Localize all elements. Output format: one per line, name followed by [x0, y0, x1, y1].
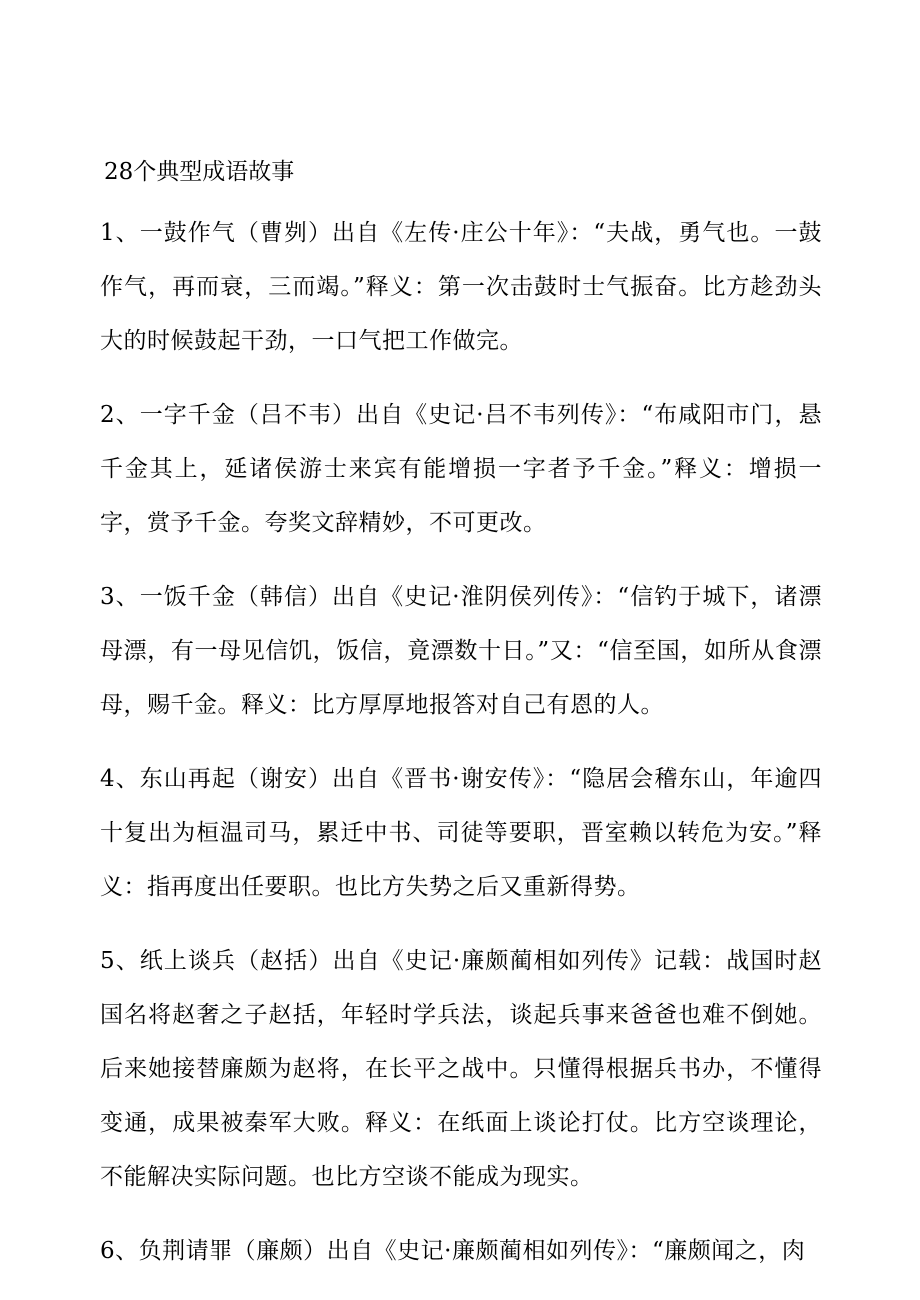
- idiom-entry-1: 1、一鼓作气（曹刿）出自《左传·庄公十年》：“夫战，勇气也。一鼓作气，再而衰，三而竭。”释义：第一次击鼓时士气振奋。比方趁劲头大的时候鼓起干劲，一口气把工作做完。: [100, 220, 822, 354]
- document-page: [100, 158, 822, 1298]
- idiom-entry-2: 2、一字千金（吕不韦）出自《史记·吕不韦列传》：“布咸阳市门，悬千金其上，延诸侯游士来宾有能增损一字者予千金。”释义：增损一字，赏予千金。夸奖文辞精妙，不可更改。: [100, 402, 822, 536]
- document-title: 28个典型成语故事: [104, 159, 295, 185]
- idiom-entry-5: 5、纸上谈兵（赵括）出自《史记·廉颇蔺相如列传》记载：战国时赵国名将赵奢之子赵括，年轻时学兵法，谈起兵事来爸爸也难不倒她。后来她接替廉颇为赵将，在长平之战中。只懂得根据兵书办，不懂得变通，成果被秦军大败。释义：在纸面上谈论打仗。比方空谈理论，不能解决实际问题。也比方空谈不能成为现实。: [100, 948, 822, 1190]
- idiom-entry-6: 6、负荆请罪（廉颇）出自《史记·廉颇蔺相如列传》：“廉颇闻之，肉: [100, 1238, 806, 1264]
- idiom-entry-3: 3、一饭千金（韩信）出自《史记·淮阴侯列传》：“信钓于城下，诸漂母漂，有一母见信饥，饭信，竟漂数十日。”又：“信至国，如所从食漂母，赐千金。释义：比方厚厚地报答对自己有恩的人。: [100, 584, 822, 718]
- idiom-entry-4: 4、东山再起（谢安）出自《晋书·谢安传》：“隐居会稽东山，年逾四十复出为桓温司马，累迁中书、司徒等要职，晋室赖以转危为安。”释义：指再度出任要职。也比方失势之后又重新得势。: [100, 766, 822, 900]
